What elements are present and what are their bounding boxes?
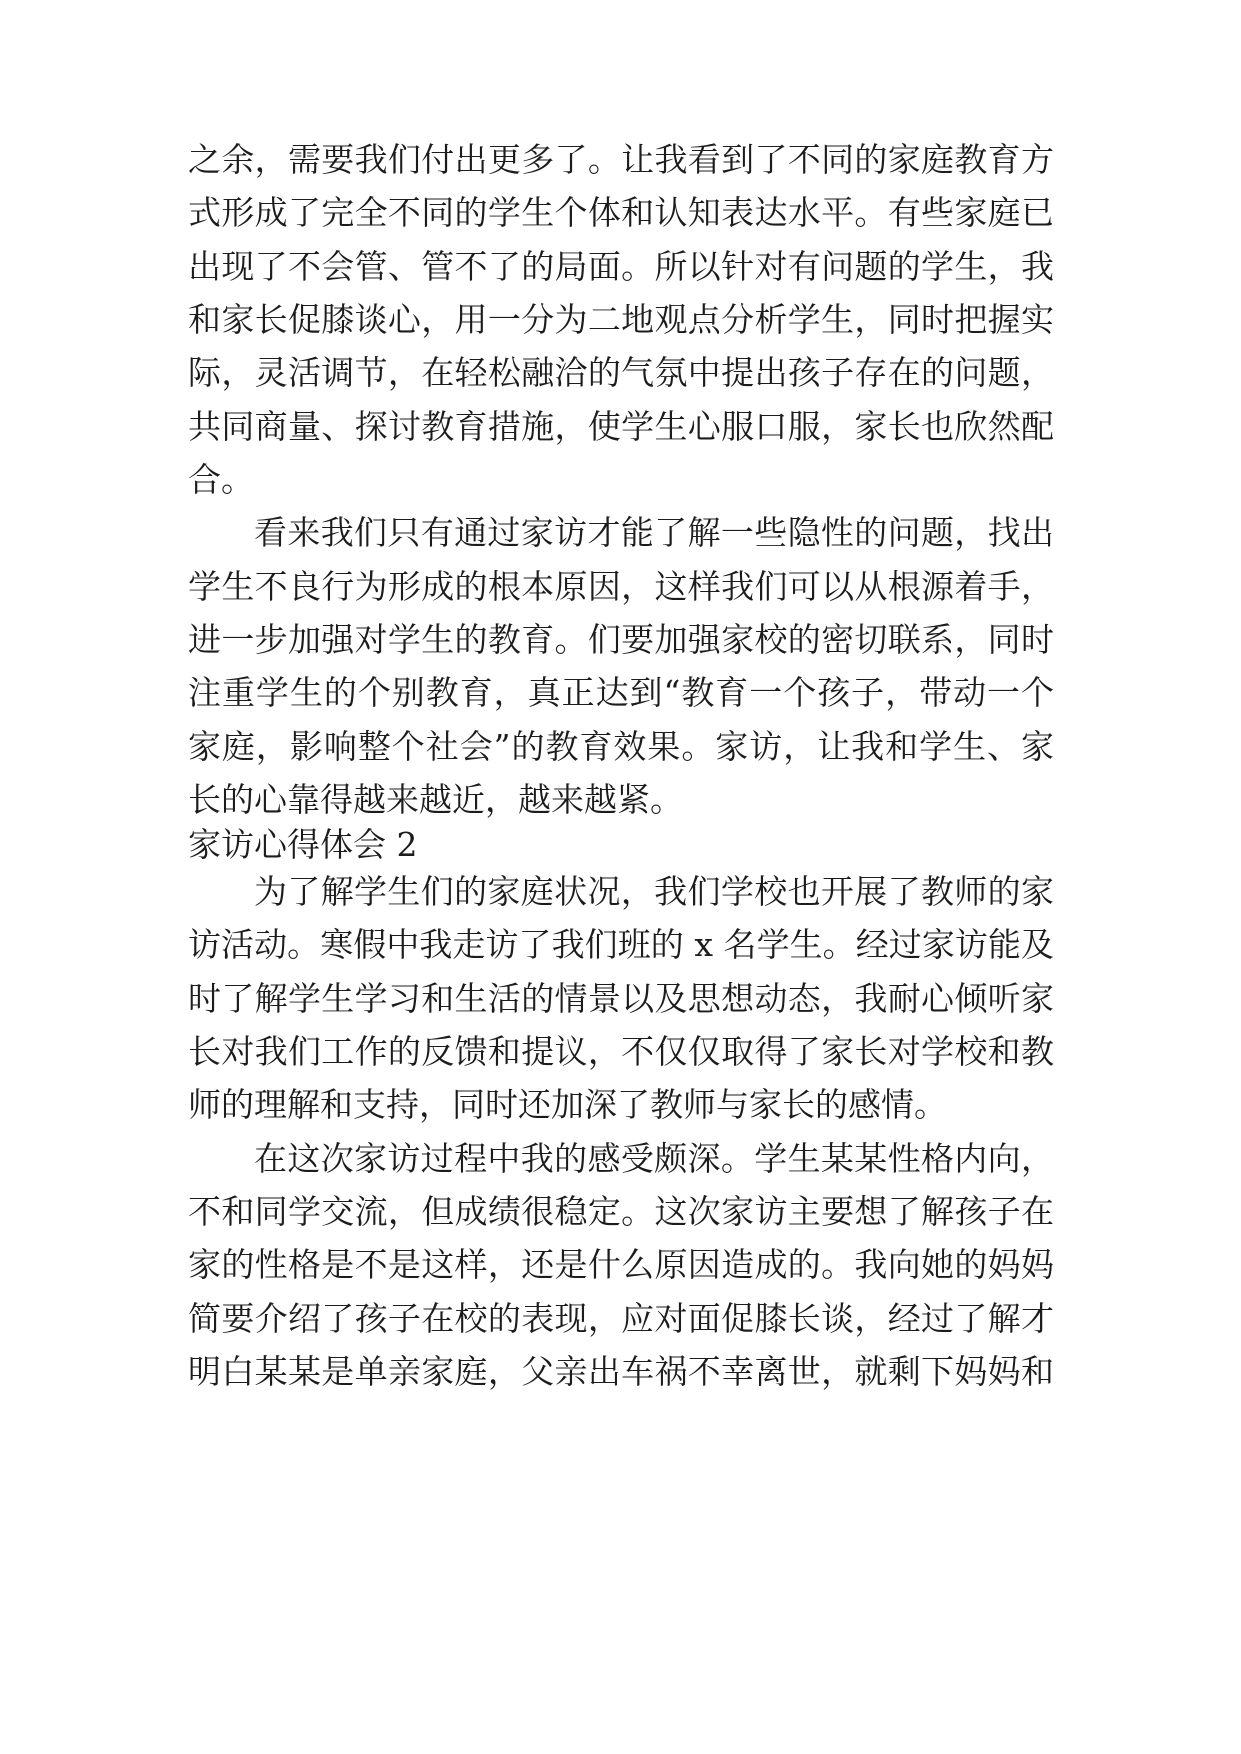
text-line: 式形成了完全不同的学生个体和认知表达水平。有些家庭已 — [188, 193, 1054, 233]
text-line: 和家长促膝谈心，用一分为二地观点分析学生，同时把握实 — [188, 299, 1054, 339]
text-line: 长的心靠得越来越近，越来越紧。 — [188, 779, 683, 819]
text-line: 进一步加强对学生的教育。们要加强家校的密切联系，同时 — [188, 619, 1054, 659]
text-line: 不和同学交流，但成绩很稳定。这次家访主要想了解孩子在 — [188, 1191, 1054, 1231]
text-line: 注重学生的个别教育，真正达到“教育一个孩子，带动一个 — [188, 673, 1054, 713]
text-line: 合。 — [188, 459, 254, 499]
text-line: 家的性格是不是这样，还是什么原因造成的。我向她的妈妈 — [188, 1245, 1054, 1285]
text-line: 访活动。寒假中我走访了我们班的 x 名学生。经过家访能及 — [188, 925, 1054, 965]
text-line: 长对我们工作的反馈和提议，不仅仅取得了家长对学校和教 — [188, 1031, 1054, 1071]
text-line: 在这次家访过程中我的感受颇深。学生某某性格内向， — [254, 1138, 1054, 1178]
text-line: 明白某某是单亲家庭，父亲出车祸不幸离世，就剩下妈妈和 — [188, 1351, 1054, 1391]
document-body — [188, 133, 1054, 1398]
section-heading: 家访心得体会 2 — [188, 826, 418, 865]
text-line: 共同商量、探讨教育措施，使学生心服口服，家长也欣然配 — [188, 406, 1054, 446]
text-line: 为了解学生们的家庭状况，我们学校也开展了教师的家 — [254, 871, 1054, 911]
text-line: 师的理解和支持，同时还加深了教师与家长的感情。 — [188, 1085, 947, 1125]
text-line: 出现了不会管、管不了的局面。所以针对有问题的学生，我 — [188, 246, 1054, 286]
text-line: 际，灵活调节，在轻松融洽的气氛中提出孩子存在的问题， — [188, 353, 1054, 393]
text-line: 学生不良行为形成的根本原因，这样我们可以从根源着手， — [188, 566, 1054, 606]
text-line: 家庭，影响整个社会”的教育效果。家访，让我和学生、家 — [188, 726, 1054, 766]
paragraph — [188, 865, 1054, 1132]
text-line: 之余，需要我们付出更多了。让我看到了不同的家庭教育方 — [188, 140, 1054, 179]
text-line: 时了解学生学习和生活的情景以及思想动态，我耐心倾听家 — [188, 978, 1054, 1018]
paragraph — [188, 133, 1054, 506]
paragraph — [188, 1132, 1054, 1399]
text-line: 简要介绍了孩子在校的表现，应对面促膝长谈，经过了解才 — [188, 1298, 1054, 1338]
text-line: 看来我们只有通过家访才能了解一些隐性的问题，找出 — [254, 513, 1054, 553]
paragraph — [188, 506, 1054, 826]
